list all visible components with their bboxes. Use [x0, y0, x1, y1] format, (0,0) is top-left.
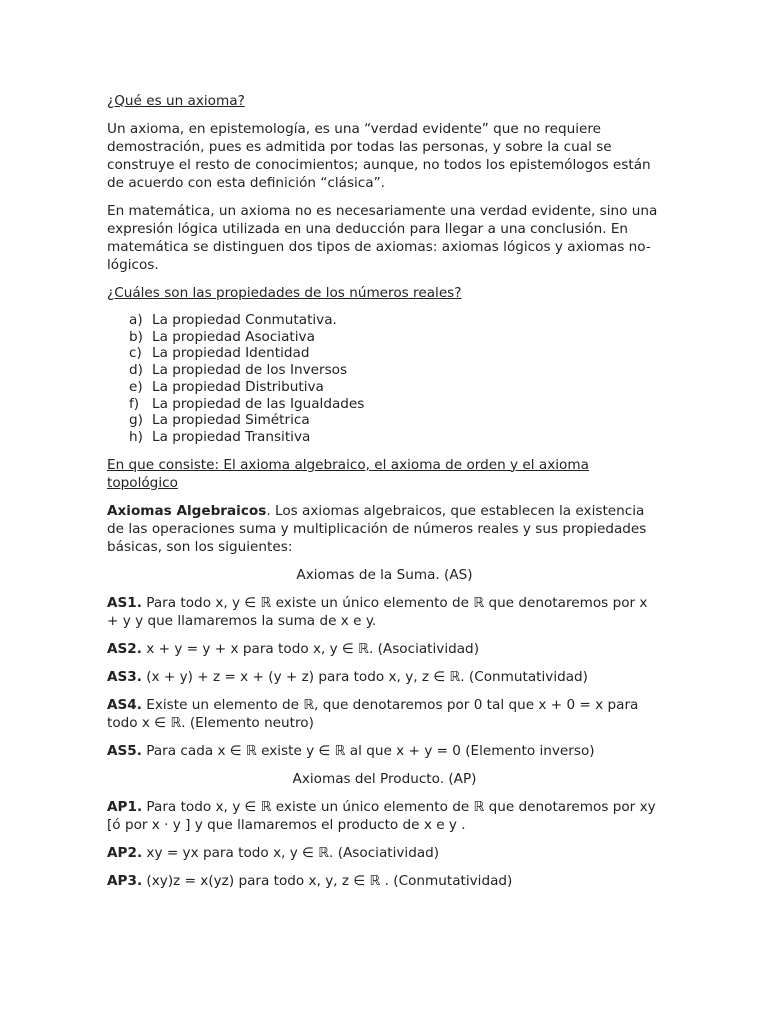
list-item-text: La propiedad Simétrica	[152, 412, 310, 429]
axiom-label: AP3.	[107, 872, 143, 889]
axiom-ap3	[107, 872, 662, 890]
properties-list	[107, 312, 662, 446]
list-item-text: La propiedad Identidad	[152, 345, 310, 362]
list-item	[129, 429, 662, 446]
list-item	[129, 412, 662, 429]
axiom-label: AS2.	[107, 640, 142, 657]
axiom-text: (x + y) + z = x + (y + z) para todo x, y, z ∈ ℝ. (Conmutatividad)	[141, 668, 588, 685]
list-item-text: La propiedad Transitiva	[152, 428, 311, 445]
axiom-text: Para todo x, y ∈ ℝ existe un único elemento de ℝ que denotaremos por x + y y que llamaremos la suma de x e y.	[107, 594, 648, 629]
paragraph-algebraic-axioms	[107, 502, 662, 556]
list-item	[129, 396, 662, 413]
list-item-text: La propiedad Distributiva	[152, 378, 324, 395]
list-item	[129, 379, 662, 396]
axiom-ap1	[107, 798, 662, 834]
sum-axioms-title: Axiomas de la Suma. (AS)	[296, 566, 473, 583]
document-body	[107, 92, 662, 900]
list-marker: g)	[129, 412, 143, 429]
axiom-label: AS4.	[107, 696, 142, 713]
list-item-text: La propiedad de las Igualdades	[152, 395, 365, 412]
axiom-as1	[107, 594, 662, 630]
axiom-label: AS1.	[107, 594, 142, 611]
list-item-text: La propiedad de los Inversos	[152, 362, 348, 379]
list-item	[129, 312, 662, 329]
axiom-as3	[107, 668, 662, 686]
list-item	[129, 329, 662, 346]
paragraph-epistemology: Un axioma, en epistemología, es una “verdad evidente” que no requiere demostración, pues es admitida por todas las personas, y sobre la cual se construye el resto de conocimientos; aunque, no todos los epistemólogos están de acuerdo con esta definición “clásica”.	[107, 121, 651, 191]
list-marker: f)	[129, 395, 140, 412]
axiom-label: AS5.	[107, 742, 142, 759]
list-marker: c)	[129, 345, 142, 362]
list-item-text: La propiedad Conmutativa.	[152, 312, 337, 328]
axiom-text: Para todo x, y ∈ ℝ existe un único elemento de ℝ que denotaremos por xy [ó por x · y ] y que llamaremos el producto de x e y .	[107, 798, 656, 833]
axiom-text: Existe un elemento de ℝ, que denotaremos por 0 tal que x + 0 = x para todo x ∈ ℝ. (Elemento neutro)	[107, 696, 639, 731]
axiom-label: AP1.	[107, 798, 143, 815]
paragraph-mathematics: En matemática, un axioma no es necesariamente una verdad evidente, sino una expresión lógica utilizada en una deducción para llegar a una conclusión. En matemática se distinguen dos tipos de axiomas: axiomas lógicos y axiomas no-lógicos.	[107, 203, 658, 273]
product-axioms-title: Axiomas del Producto. (AP)	[292, 770, 477, 787]
algebraic-axioms-term: Axiomas Algebraicos	[107, 502, 267, 519]
axiom-as4	[107, 696, 662, 732]
axiom-text: xy = yx para todo x, y ∈ ℝ. (Asociatividad)	[142, 844, 440, 861]
axiom-as2	[107, 640, 662, 658]
list-marker: a)	[129, 312, 143, 328]
heading-real-number-properties: ¿Cuáles son las propiedades de los números reales?	[107, 285, 462, 301]
heading-what-is-axiom: ¿Qué es un axioma?	[107, 93, 245, 109]
heading-axiom-types: En que consiste: El axioma algebraico, el axioma de orden y el axioma topológico	[107, 456, 589, 491]
algebraic-axioms-text: . Los axiomas algebraicos, que establecen la existencia de las operaciones suma y multiplicación de números reales y sus propiedades básicas, son los siguientes:	[107, 502, 647, 555]
axiom-text: (xy)z = x(yz) para todo x, y, z ∈ ℝ . (Conmutatividad)	[142, 872, 513, 889]
list-marker: b)	[129, 328, 143, 345]
axiom-label: AS3.	[107, 668, 142, 685]
list-item	[129, 362, 662, 379]
list-item	[129, 345, 662, 362]
axiom-as5	[107, 742, 662, 760]
axiom-text: Para cada x ∈ ℝ existe y ∈ ℝ al que x + y = 0 (Elemento inverso)	[141, 742, 595, 759]
list-marker: e)	[129, 378, 143, 395]
list-marker: h)	[129, 428, 143, 445]
axiom-text: x + y = y + x para todo x, y ∈ ℝ. (Asociatividad)	[141, 640, 479, 657]
list-item-text: La propiedad Asociativa	[152, 328, 315, 345]
axiom-ap2	[107, 844, 662, 862]
list-marker: d)	[129, 362, 143, 379]
axiom-label: AP2.	[107, 844, 143, 861]
